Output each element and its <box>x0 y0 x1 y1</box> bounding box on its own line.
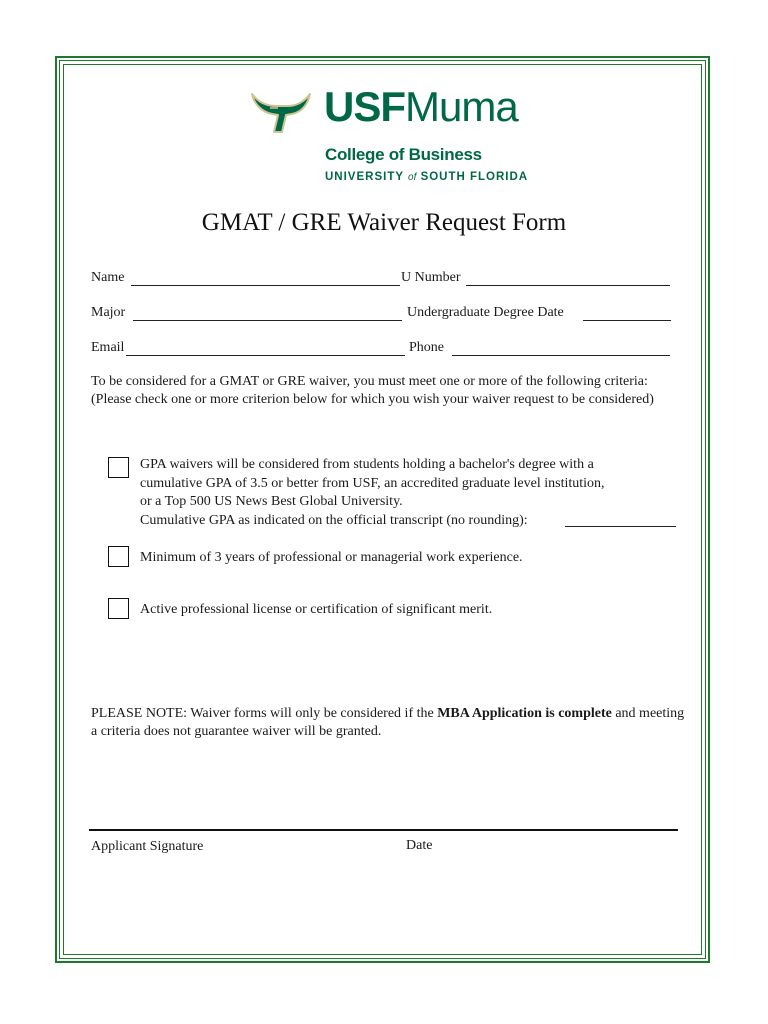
form-title: GMAT / GRE Waiver Request Form <box>201 209 567 236</box>
logo-muma-text: Muma <box>405 83 518 130</box>
u-number-field[interactable] <box>466 285 670 286</box>
professional-license-text: Active professional license or certification of significant merit. <box>140 602 493 617</box>
professional-license-checkbox[interactable] <box>108 598 129 619</box>
note-emphasis: MBA Application is complete <box>437 706 612 721</box>
logo-college-text: College of Business <box>325 145 482 164</box>
date-label: Date <box>406 838 433 853</box>
major-field[interactable] <box>133 320 402 321</box>
work-experience-text: Minimum of 3 years of professional or managerial work experience. <box>140 550 523 565</box>
gpa-waiver-checkbox[interactable] <box>108 457 129 478</box>
u-number-label: U Number <box>401 270 461 285</box>
name-field[interactable] <box>131 285 400 286</box>
criteria-intro: To be considered for a GMAT or GRE waiver, you must meet one or more of the following criteria: (Please check one or more criterion below for which you wish your waiver request to be considered) <box>91 374 654 407</box>
please-note: PLEASE NOTE: Waiver forms will only be considered if the MBA Application is complete and meeting a criteria does not guarantee waiver will be granted. <box>91 706 685 739</box>
email-field[interactable] <box>126 355 405 356</box>
gpa-waiver-text: GPA waivers will be considered from students holding a bachelor's degree with a cumulative GPA of 3.5 or better from USF, an accredited graduate level institution, or a Top 500 US News Best Global University. Cumulative GPA as indicated on the official transcript (no rounding): <box>140 457 605 528</box>
undergrad-degree-date-field[interactable] <box>583 320 671 321</box>
applicant-signature-label: Applicant Signature <box>91 839 204 854</box>
signature-line[interactable] <box>89 829 678 831</box>
logo-university-text: UNIVERSITY of SOUTH FLORIDA <box>325 171 529 183</box>
work-experience-checkbox[interactable] <box>108 546 129 567</box>
phone-field[interactable] <box>452 355 670 356</box>
major-label: Major <box>91 305 126 320</box>
undergrad-degree-date-label: Undergraduate Degree Date <box>407 305 564 320</box>
phone-label: Phone <box>409 340 444 355</box>
logo-usf-text: USF <box>324 83 405 130</box>
name-label: Name <box>91 270 125 285</box>
usf-muma-logo <box>248 83 529 186</box>
email-label: Email <box>91 340 125 355</box>
bull-horns-logo-icon <box>248 88 314 138</box>
cumulative-gpa-field[interactable] <box>565 526 676 527</box>
